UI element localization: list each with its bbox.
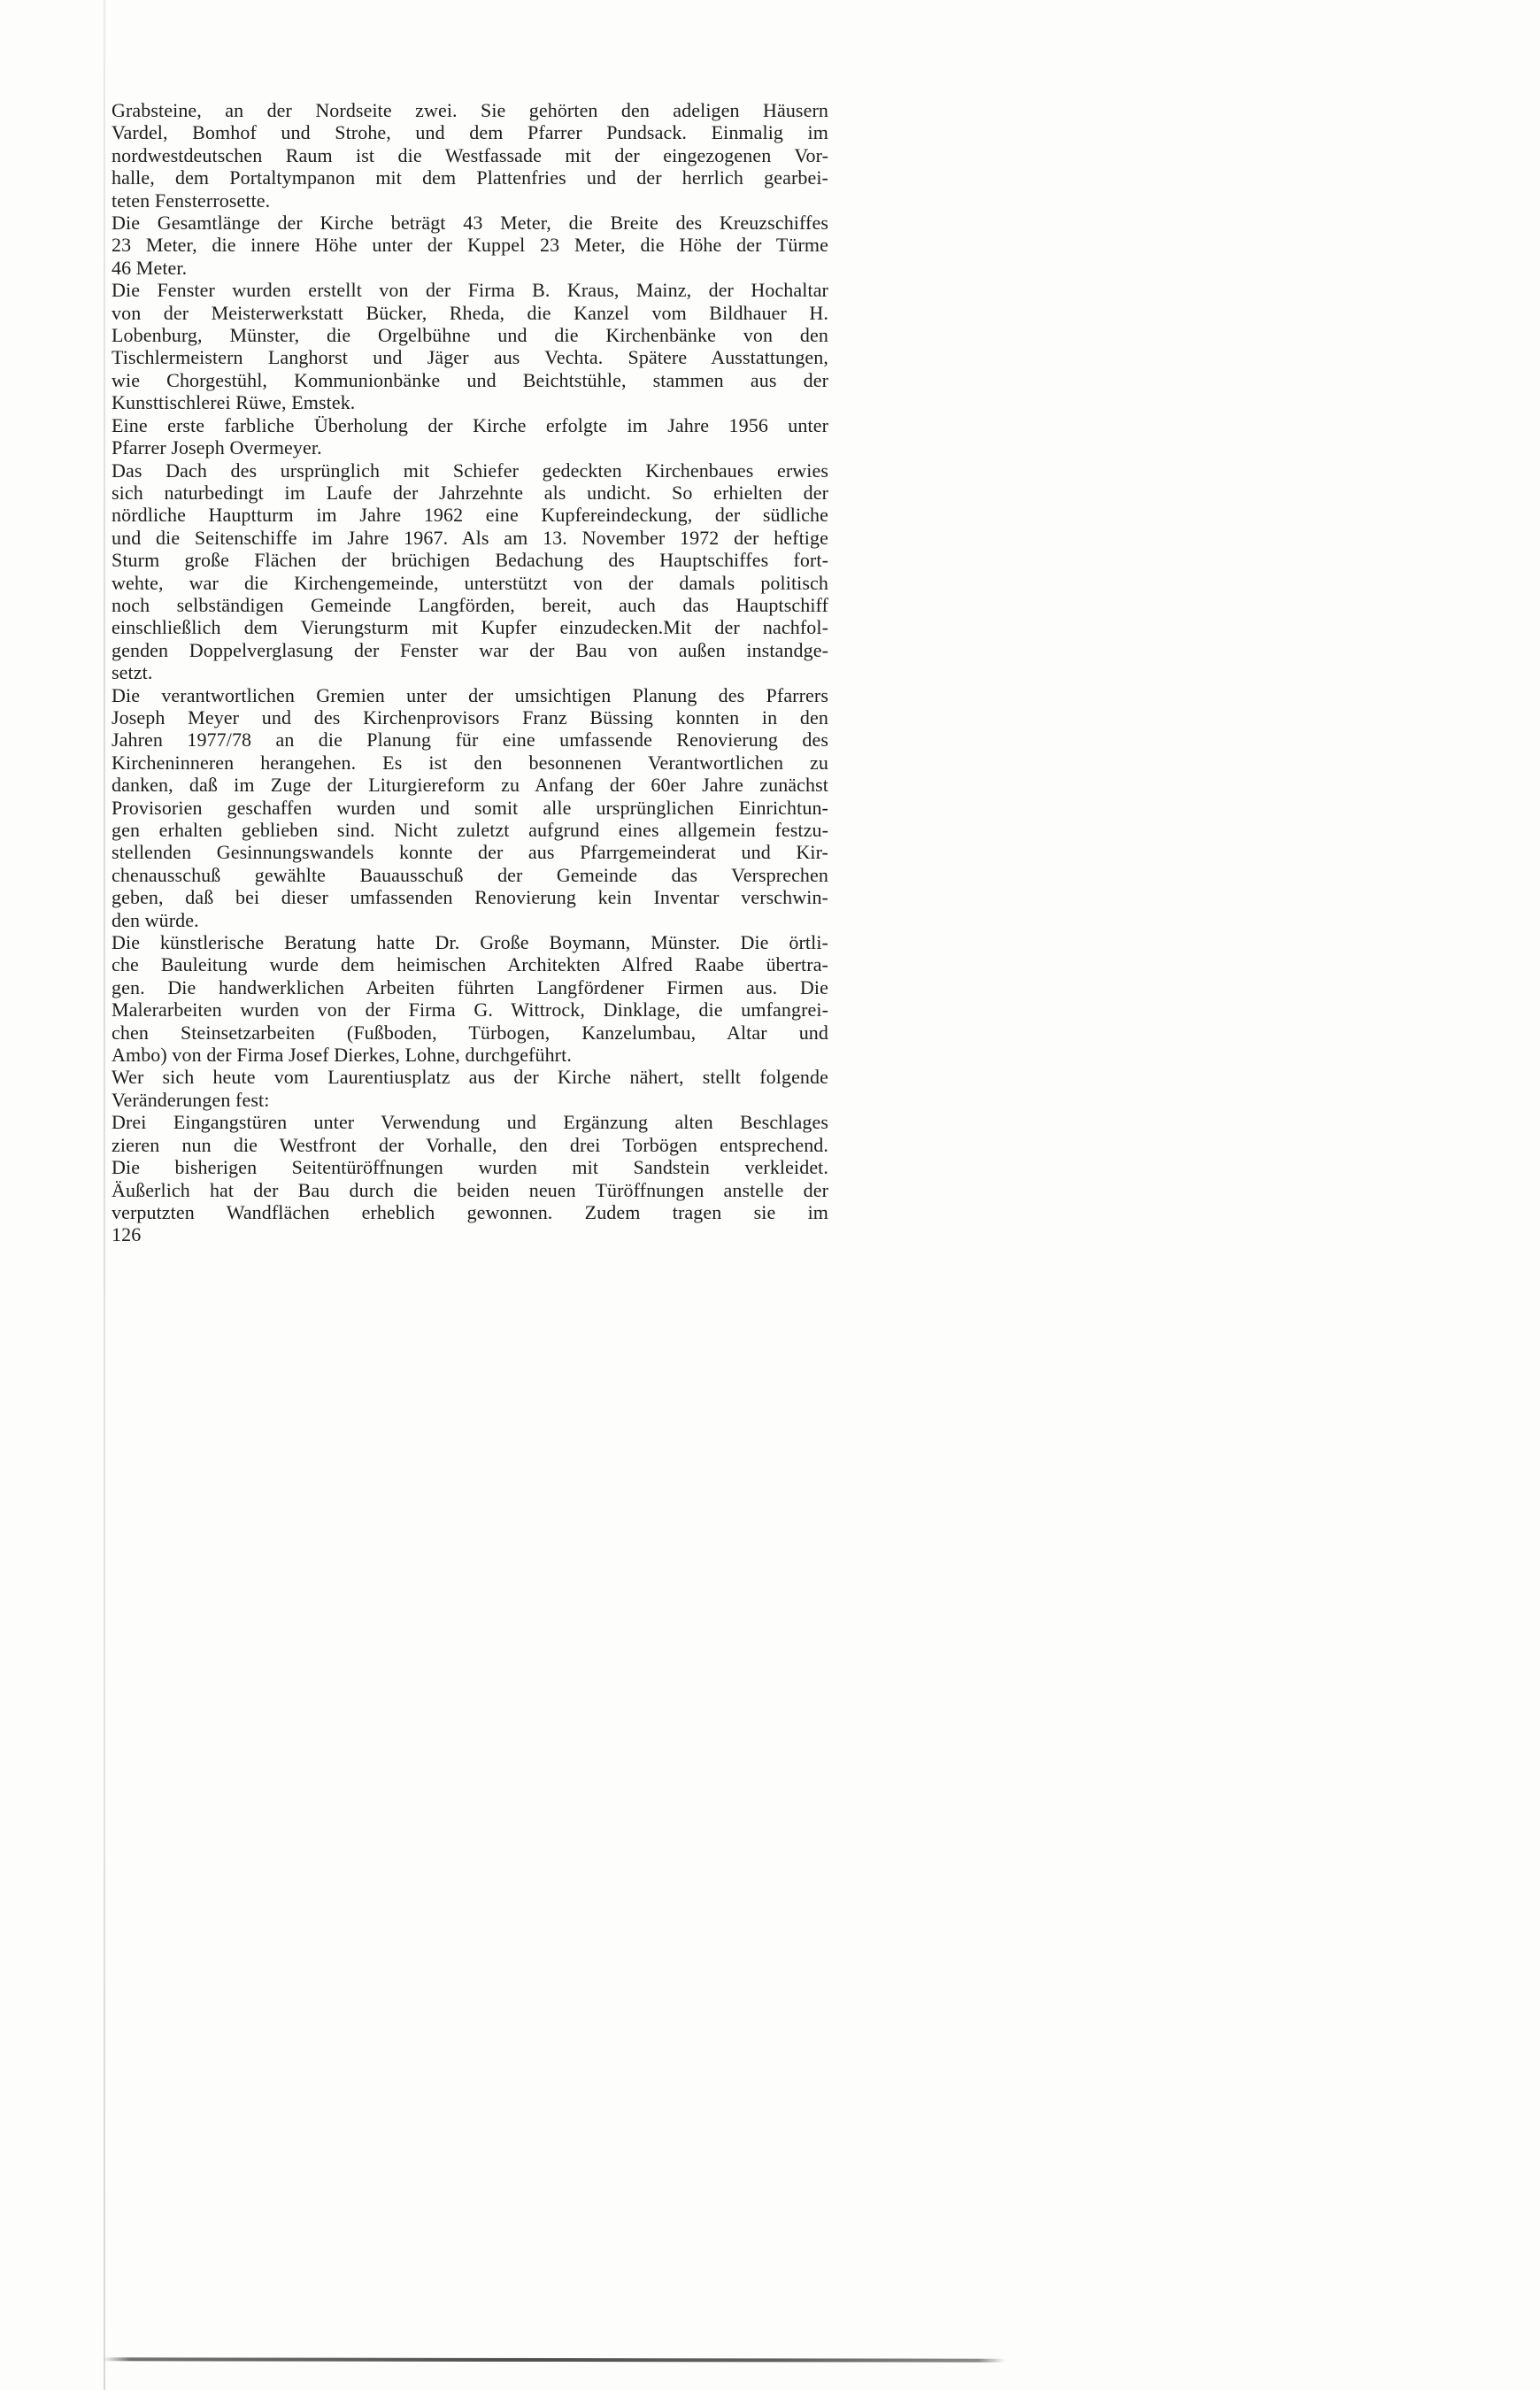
text-line: den würde. (112, 908, 199, 931)
text-line: nördliche Hauptturm im Jahre 1962 eine Kupfereindeckung, der südliche (112, 504, 828, 527)
text-line: stellenden Gesinnungswandels konnte der aus Pfarrgemeinderat und Kir- (112, 841, 828, 864)
text-line: 46 Meter. (112, 256, 188, 279)
text-line: Eine erste farbliche Überholung der Kirche erfolgte im Jahre 1956 unter (112, 413, 828, 436)
page-number: 126 (112, 1223, 142, 1246)
text-line: zieren nun die Westfront der Vorhalle, den drei Torbögen entsprechend. (112, 1133, 828, 1156)
text-line: Die verantwortlichen Gremien unter der umsichtigen Planung des Pfarrers (112, 683, 828, 706)
text-line: wehte, war die Kirchengemeinde, unterstützt von der damals politisch (112, 571, 828, 594)
text-line: Äußerlich hat der Bau durch die beiden neuen Türöffnungen anstelle der (112, 1178, 828, 1201)
text-line: Grabsteine, an der Nordseite zwei. Sie gehörten den adeligen Häusern (112, 99, 828, 121)
text-line: genden Doppelverglasung der Fenster war der Bau von außen instandge- (112, 638, 828, 661)
text-line: chenausschuß gewählte Bauausschuß der Gemeinde das Versprechen (112, 863, 828, 886)
text-line: wie Chorgestühl, Kommunionbänke und Beichtstühle, stammen aus der (112, 368, 828, 391)
scan-gutter-line (104, 0, 105, 2390)
text-line: von der Meisterwerkstatt Bücker, Rheda, die Kanzel vom Bildhauer H. (112, 301, 828, 324)
text-line: sich naturbedingt im Laufe der Jahrzehnte als undicht. So erhielten der (112, 481, 828, 504)
text-line: Ambo) von der Firma Josef Dierkes, Lohne, durchgeführt. (112, 1044, 572, 1067)
text-line: setzt. (112, 661, 153, 684)
text-line: einschließlich dem Vierungsturm mit Kupfer einzudecken.Mit der nachfol- (112, 616, 828, 639)
text-line: 23 Meter, die innere Höhe unter der Kuppel 23 Meter, die Höhe der Türme (112, 234, 828, 257)
text-line: Lobenburg, Münster, die Orgelbühne und die Kirchenbänke von den (112, 324, 828, 347)
text-line: gen. Die handwerklichen Arbeiten führten Langfördener Firmen aus. Die (112, 975, 828, 998)
text-line: Die Fenster wurden erstellt von der Firma B. Kraus, Mainz, der Hochaltar (112, 279, 828, 302)
body-text (112, 99, 828, 1223)
text-line: Das Dach des ursprünglich mit Schiefer gedeckten Kirchenbaues erwies (112, 459, 828, 482)
text-line: danken, daß im Zuge der Liturgiereform zu Anfang der 60er Jahre zunächst (112, 774, 828, 797)
text-line: Pfarrer Joseph Overmeyer. (112, 436, 322, 459)
text-line: Vardel, Bomhof und Strohe, und dem Pfarrer Pundsack. Einmalig im (112, 121, 828, 144)
text-line: Kunsttischlerei Rüwe, Emstek. (112, 391, 356, 414)
text-line: und die Seitenschiffe im Jahre 1967. Als am 13. November 1972 der heftige (112, 526, 828, 549)
body-text-column (112, 99, 828, 1246)
text-line: verputzten Wandflächen erheblich gewonnen. Zudem tragen sie im (112, 1200, 828, 1223)
text-line: nordwestdeutschen Raum ist die Westfassade mit der eingezogenen Vor- (112, 143, 828, 166)
text-line: teten Fensterrosette. (112, 189, 271, 212)
text-line: Wer sich heute vom Laurentiusplatz aus der Kirche nähert, stellt folgende (112, 1066, 828, 1089)
text-line: Tischlermeistern Langhorst und Jäger aus Vechta. Spätere Ausstattungen, (112, 346, 828, 369)
text-line: halle, dem Portaltympanon mit dem Plattenfries und der herrlich gearbei- (112, 166, 828, 189)
text-line: Sturm große Flächen der brüchigen Bedachung des Hauptschiffes fort- (112, 549, 828, 572)
text-line: gen erhalten geblieben sind. Nicht zuletzt aufgrund eines allgemein festzu- (112, 819, 828, 841)
text-line: geben, daß bei dieser umfassenden Renovierung kein Inventar verschwin- (112, 886, 828, 909)
text-line: che Bauleitung wurde dem heimischen Architekten Alfred Raabe übertra- (112, 953, 828, 976)
text-line: Veränderungen fest: (112, 1088, 270, 1111)
text-line: Die Gesamtlänge der Kirche beträgt 43 Meter, die Breite des Kreuzschiffes (112, 212, 828, 235)
text-line: Joseph Meyer und des Kirchenprovisors Franz Büssing konnten in den (112, 705, 828, 729)
text-line: Jahren 1977/78 an die Planung für eine umfassende Renovierung des (112, 729, 828, 752)
text-line: Die bisherigen Seitentüröffnungen wurden mit Sandstein verkleidet. (112, 1156, 828, 1179)
text-line: chen Steinsetzarbeiten (Fußboden, Türbogen, Kanzelumbau, Altar und (112, 1021, 828, 1044)
scan-edge-artifact (103, 2357, 1005, 2362)
text-line: Malerarbeiten wurden von der Firma G. Wittrock, Dinklage, die umfangrei- (112, 998, 828, 1022)
text-line: Drei Eingangstüren unter Verwendung und Ergänzung alten Beschlages (112, 1111, 828, 1134)
text-line: noch selbständigen Gemeinde Langförden, bereit, auch das Hauptschiff (112, 593, 828, 616)
text-line: Die künstlerische Beratung hatte Dr. Große Boymann, Münster. Die örtli- (112, 931, 828, 954)
text-line: Kircheninneren herangehen. Es ist den besonnenen Verantwortlichen zu (112, 751, 828, 774)
text-line: Provisorien geschaffen wurden und somit alle ursprünglichen Einrichtun- (112, 796, 828, 819)
